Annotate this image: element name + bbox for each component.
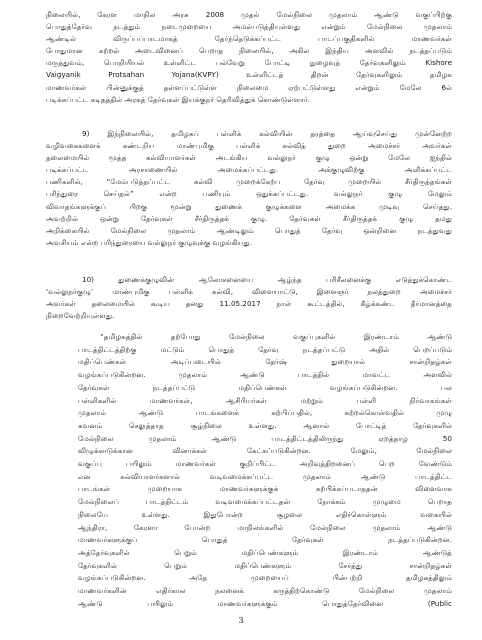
text-line: படிக்கப்பட்ட கடிதத்தில் அரசுத் தேர்வுகள் இயக்குநர் தெரிவித்துக் கொண்டுள்ளார்.	[46, 94, 311, 104]
quote-line: மாணவர்களுக்குப் பொதுத் தேர்வுகள் நடத்தப்படுகின்றன.	[78, 535, 452, 545]
text-line: அவர்கள் தலைமையில் கூடிய தனது 11.05.2017 நாள் கூட்டத்தில், கீழ்க்கண்ட தீர்மானத்தை	[46, 299, 452, 309]
text-line: விவாதங்களுக்குப் பிறகு மூன்று துணைக் குழுக்களை அமைக்க முடிவு செய்தது.	[46, 201, 452, 211]
quote-line: பாடத்திட்டத்திற்கு மட்டும் பொதுத் தேர்வு நடத்தப்பட்டு அதில் பெறப்படும்	[78, 344, 452, 354]
text-line: அவற்றில் ஒன்று தேர்வுகள் சீர்திருத்தக் குழு. தேர்வுகள் சீர்திருத்தக் குழு தமது	[46, 213, 452, 223]
paragraph-intro	[46, 9, 452, 106]
quote-line: வழங்கப்படுகின்றன. முதலாம் ஆண்டு பாடத்தில் மாவட்ட அளவில்	[78, 370, 452, 380]
text-line: பொதுத்தேர்வு நடத்தும் நடைமுறையை அமல்படுத்தியுள்ளது என்றும் மேல்நிலை முதலாம்	[46, 22, 452, 32]
quote-line: வழங்கப்படுகின்றன. அதே முறையைப் பின்பற்றி தமிழகத்திலும்	[78, 573, 452, 583]
text-line: நிலையில், கேரள மாநில அரசு 2008 முதல் மேல்நிலை முதலாம் ஆண்டு வகுப்பிற்கு	[46, 10, 452, 19]
quote-line: மாணவர்களின் எதிர்கால நலனைக் கருத்திற்கொண்டு மேல்நிலை முதலாம்	[78, 586, 452, 596]
quote-line: மேல்நிலைப் பாடத்திட்டம் வடிவமைக்கப்பட்டதன் நோக்கம் முழுமை பெறாத	[78, 497, 452, 507]
quote-line: ஆண்டு பயிலும் மாணவர்களுக்கும் பொதுத்தேர்வினை (Public	[78, 598, 452, 608]
text-line: மாணவர்கள் பின்னுக்குத் தள்ளப்பட்டுள்ள நிலைமை ஏற்பட்டுள்ளது என்றும் மேலே 6ல்	[46, 82, 452, 92]
text-line: அறிக்கையில் மேல்நிலை முதலாம் ஆண்டிலும் பொதுத் தேர்வு ஒன்றினை நடத்துவது	[46, 225, 452, 235]
quote-line: ஆந்திரா, கேரளா போன்ற மாநிலங்களில் மேல்நிலை முதலாம் ஆண்டு	[78, 522, 452, 532]
text-line: Vaigyanik Protsahan Yojana(KVPY) உள்ளிட்டத் திறன் தேர்வுகளிலும் தமிழக	[46, 70, 452, 80]
quote-line: வகுப்பு பயிலும் மாணவர்கள் குறிப்பிட்ட அறிவுத்திறனைப் பெற வேண்டும்	[78, 459, 452, 469]
paragraph-10	[46, 274, 452, 322]
quote-line: விழுக்காடுக்கான வினாக்கள் கேட்கப்படுகின்றன. மேலும், மேல்நிலை	[78, 446, 452, 456]
quote-line: தேர்வுகள் நடத்தப்பட்டு மதிப்பெண்கள் வழங்கப்படுகின்றன. பல	[78, 382, 452, 392]
quote-line: என கல்வியாளர்களால் வடிவமைக்கப்பட்ட முதலாம் ஆண்டு பாடத்திட்ட	[78, 471, 452, 481]
paragraph-9	[46, 128, 452, 249]
text-line: வழிவகைகளைக் கண்டறிய மாண்புமிகு பள்ளிக் கல்வித் துறை அமைச்சர் அவர்கள்	[46, 141, 452, 151]
quote-line: பள்ளிகளில் மாணவர்கள், ஆசிரியர்கள் மற்றும் பள்ளி நிர்வாகங்கள்	[78, 395, 452, 405]
page-number: 3	[238, 616, 244, 625]
text-line: தலைமையில் மூத்த கல்வியாளர்கள் அடங்கிய வல்லுநர் குழு ஒன்று மேலே ஐந்தில்	[46, 153, 452, 163]
text-line: ‘வல்லுநர்குழு’ மாண்புமிகு பள்ளிக் கல்வி, விளையாட்டு, இளைஞர் நலத்துறை அமைச்சர்	[46, 287, 452, 297]
text-line: மருத்துவம், பொறியியல் உள்ளிட்ட பல்வேறு போட்டி நுழைவுத் தேர்வுகளிலும் Kishore	[46, 58, 452, 68]
text-line: அவசியம் என்ற பரிந்துரையை வல்லுநர் குழுவுக்கு வழங்கியது.	[46, 237, 253, 247]
quote-line: அத்தேர்வுகளில் பெறும் மதிப்பெண்களும் இரண்டாம் ஆண்டுத்	[78, 547, 452, 557]
text-line: 10) துணைக்குழுவின் ஆலோசனையை ஆழ்ந்த பரிசீலனைக்கு எடுத்துக்கொண்ட	[82, 275, 452, 284]
quote-line: மதிப்பெண்கள் அடிப்படையில் தேர்ஷ் துறையால் சான்றிதழ்கள்	[78, 357, 452, 367]
text-line: பணிகளில், “மேம்படுத்தப்பட்ட கல்வி முறைக்கேற்ப தேர்வு முறையில் சீர்திருத்தங்கள்	[46, 177, 452, 187]
quote-line: நிலையே உள்ளது. இதுபோன்ற சூழலை எதிர்கொள்ளும் வகையில்	[78, 509, 452, 519]
quote-line: முதலாம் ஆண்டு பாடங்களைக் கற்பிப்பதில், கற்றல்கொள்வதில் முழு	[78, 408, 452, 418]
quote-line: “தமிழகத்தில் தற்போது மேல்நிலை வகுப்புகளில் இரண்டாம் ஆண்டு	[100, 332, 452, 341]
quote-line: பாடங்கள் முறையாக மாணவர்களுக்குக் கற்பிக்கப்படாததன் விளைவாக	[78, 484, 452, 494]
text-line: படிக்கப்பட்ட அரசாணையில் அமைக்கப்பட்டது. அக்குழுவிற்கு அளிக்கப்பட்ட	[46, 165, 452, 175]
quote-line: மேல்நிலை முதலாம் ஆண்டு பாடத்திட்டத்திலிருந்து ஏறத்தாழ 50	[78, 433, 452, 443]
text-line: போதுமான கற்றல் அடைவினைப் பெறாத நிலையில், அகில இந்திய அளவில் நடத்தப்படும்	[46, 46, 452, 56]
quote-line: கவனம் செலுத்தாத சூழ்நிலை உள்ளது. ஆனால் போட்டித் தேர்வுகளில்	[78, 420, 452, 430]
text-line: 9) இந்நிலையில், தமிழகப் பள்ளிக் கல்வியின் தரத்தை ஆய்வுசெய்து முன்னேற்ற	[82, 129, 452, 138]
quote-line: தேர்வுகளில் பெறும் மதிப்பெண்களும் சேர்த்து சான்றிதழ்கள்	[78, 560, 452, 570]
resolution-quote	[78, 331, 452, 610]
text-line: பரிந்துரை செய்தல்” என்ற பணியும் ஒதுக்கப்பட்டது. வல்லுநர் குழு மேலும்	[46, 189, 452, 199]
text-line: ஆண்டில் விருப்பப்பாடமாகத் தேர்ந்தெடுக்கப்பட்ட பாடப்பகுதிகளில் மாணவர்கள்	[46, 34, 452, 44]
text-line: நிறைவேற்றியுள்ளது.	[46, 311, 115, 321]
